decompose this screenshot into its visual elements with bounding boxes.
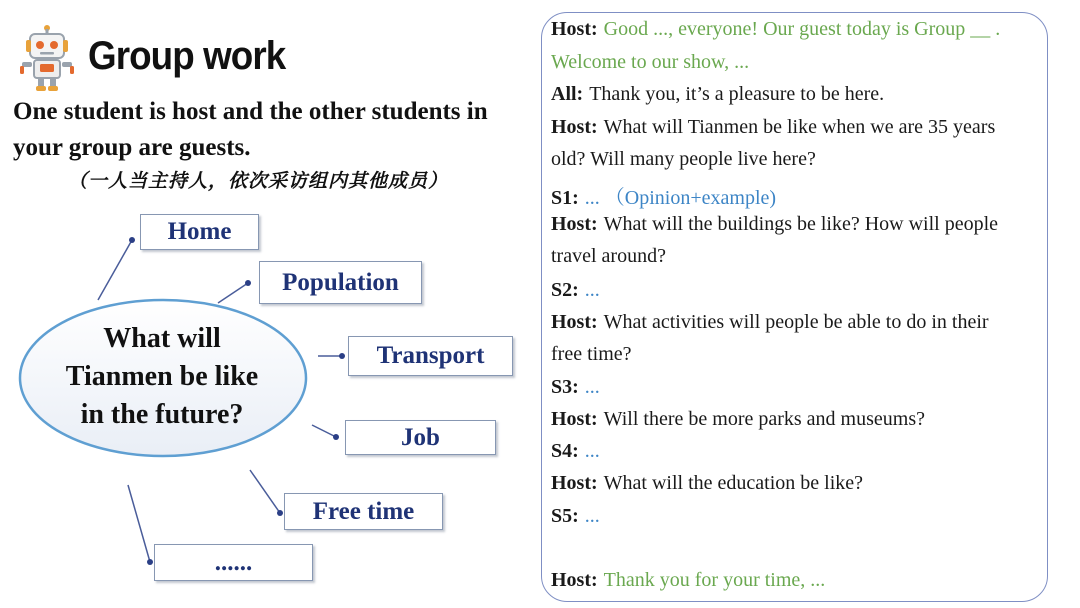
dialogue-line [551, 408, 925, 431]
connector-job [312, 425, 336, 437]
dialogue-line [551, 148, 816, 171]
dialogue-text: Will there be more parks and museums? [603, 408, 925, 430]
topic-transport: Transport [348, 336, 513, 376]
instruction-line-1: One student is host and the other students in [13, 98, 488, 125]
connector-free-time [250, 470, 280, 513]
dialogue-speaker: Host: [551, 569, 598, 591]
dialogue-speaker: Host: [551, 213, 598, 235]
connector-population [218, 283, 248, 303]
page-title: Group work [88, 34, 286, 78]
topic-more: ...... [154, 544, 313, 581]
dialogue-text: Welcome to our show, ... [551, 51, 750, 73]
dialogue-text: What will the buildings be like? How will people [603, 213, 999, 235]
central-question-line-1: What will [103, 323, 221, 354]
dialogue-text: Thank you for your time, ... [603, 569, 826, 591]
dialogue-line [551, 213, 998, 236]
dialogue-speaker: Host: [551, 408, 598, 430]
dialogue-speaker: Host: [551, 472, 598, 494]
central-question-line-3: in the future? [80, 399, 244, 430]
dialogue-speaker: Host: [551, 311, 598, 333]
dialogue-text: What will Tianmen be like when we are 35 years [603, 116, 996, 138]
dialogue-text: old? Will many people live here? [551, 148, 816, 170]
dialogue-speaker: All: [551, 83, 584, 105]
topic-job: Job [345, 420, 496, 455]
dialogue-line [551, 343, 632, 366]
dialogue-text: ... [584, 376, 600, 398]
dialogue-speaker: S3: [551, 376, 579, 398]
dialogue-text: Good ..., everyone! Our guest today is Group __ . [603, 18, 1001, 40]
dialogue-line [551, 51, 749, 74]
dialogue-line [551, 440, 600, 463]
dialogue-text: What activities will people be able to do in their [603, 311, 989, 333]
dialogue-speaker: S5: [551, 505, 579, 527]
instruction-chinese: （一人当主持人，依次采访组内其他成员） [68, 170, 449, 192]
dialogue-text: ... [584, 279, 600, 301]
topic-free-time: Free time [284, 493, 443, 530]
dialogue-speaker: S1: [551, 187, 579, 209]
dialogue-text: ... [584, 505, 600, 527]
topic-home: Home [140, 214, 259, 250]
dialogue-line [551, 569, 825, 592]
dialogue-line [551, 279, 600, 302]
dialogue-text: travel around? [551, 245, 666, 267]
dialogue-line [551, 181, 776, 210]
dialogue-text: What will the education be like? [603, 472, 864, 494]
topic-population: Population [259, 261, 422, 304]
dialogue-line [551, 116, 995, 139]
dialogue-line [551, 472, 863, 495]
dialogue-text: Thank you, it’s a pleasure to be here. [589, 83, 885, 105]
dialogue-speaker: S2: [551, 279, 579, 301]
dialogue-line [551, 505, 600, 528]
dialogue-line [551, 376, 600, 399]
dialogue-line [551, 311, 989, 334]
dialogue-speaker: S4: [551, 440, 579, 462]
central-question [40, 320, 284, 434]
dialogue-speaker: Host: [551, 18, 598, 40]
connector-more [128, 485, 150, 562]
dialogue-line [551, 18, 1000, 41]
dialogue-text: ... [584, 440, 600, 462]
instruction-line-2: your group are guests. [13, 134, 251, 161]
dialogue-text: ... （Opinion+example) [584, 187, 777, 209]
dialogue-text: free time? [551, 343, 632, 365]
dialogue-speaker: Host: [551, 116, 598, 138]
dialogue-line [551, 245, 666, 268]
dialogue-line [551, 83, 884, 106]
central-question-line-2: Tianmen be like [65, 361, 259, 392]
connector-home [98, 240, 132, 300]
